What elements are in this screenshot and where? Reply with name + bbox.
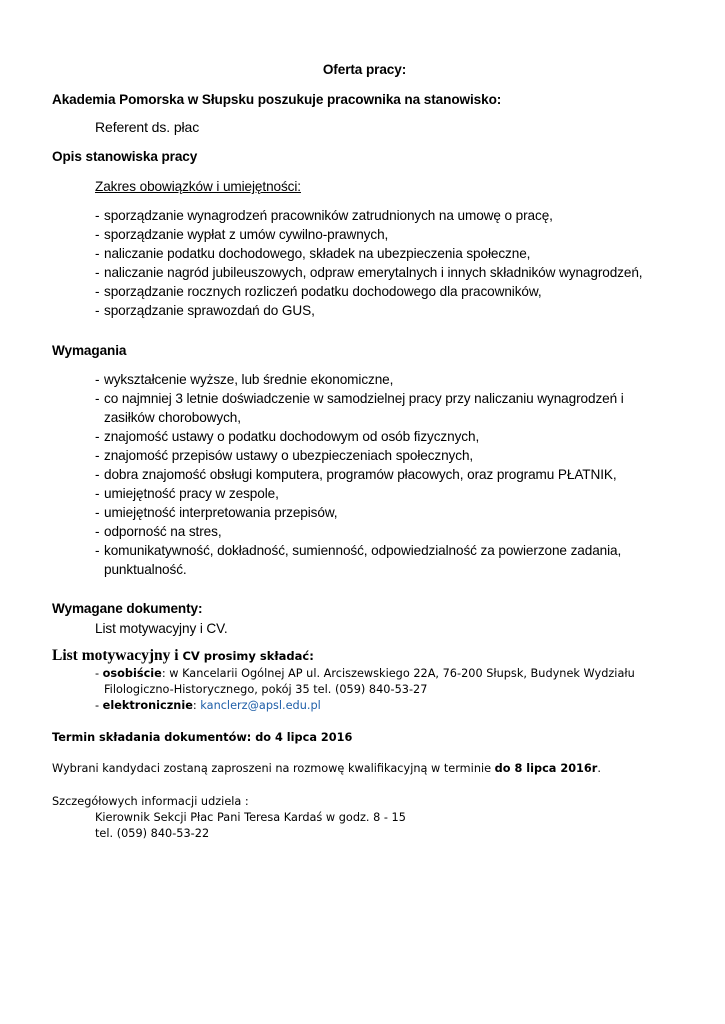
dash-bullet: - bbox=[95, 467, 100, 482]
list-item bbox=[95, 503, 624, 522]
dash-bullet: - bbox=[95, 524, 100, 539]
list-item-text: umiejętność interpretowania przepisów, bbox=[104, 505, 338, 520]
list-item-text: sporządzanie wypłat z umów cywilno-prawnych, bbox=[104, 227, 389, 242]
list-item bbox=[95, 301, 642, 320]
position-name: Referent ds. płac bbox=[95, 119, 200, 135]
submission-heading-part2: CV prosimy składać: bbox=[182, 649, 314, 663]
description-heading: Opis stanowiska pracy bbox=[52, 149, 198, 164]
institution-line: Akademia Pomorska w Słupsku poszukuje pracownika na stanowisko: bbox=[52, 92, 502, 107]
list-item bbox=[95, 282, 642, 301]
list-item bbox=[95, 484, 624, 503]
deadline-text: Termin składania dokumentów: do 4 lipca 2016 bbox=[52, 731, 353, 744]
dash-bullet: - bbox=[95, 448, 100, 463]
list-item bbox=[95, 263, 642, 282]
documents-list: List motywacyjny i CV. bbox=[95, 621, 228, 636]
dash-bullet: - bbox=[95, 284, 100, 299]
dash-bullet: - bbox=[95, 699, 103, 712]
personal-text: : w Kancelarii Ogólnej AP ul. Arciszewskiego 22A, 76-200 Słupsk, Budynek Wydziału bbox=[161, 667, 635, 680]
dash-bullet: - bbox=[95, 543, 100, 558]
dash-bullet: - bbox=[95, 667, 103, 680]
list-item bbox=[95, 370, 624, 389]
dash-bullet: - bbox=[95, 265, 100, 280]
interview-sentence: Wybrani kandydaci zostaną zaproszeni na rozmowę kwalifikacyjną w terminie bbox=[52, 762, 495, 775]
list-item-text: sporządzanie sprawozdań do GUS, bbox=[104, 303, 315, 318]
list-item-text: naliczanie podatku dochodowego, składek na ubezpieczenia społeczne, bbox=[104, 246, 531, 261]
list-item-text: dobra znajomość obsługi komputera, programów płacowych, oraz programu PŁATNIK, bbox=[104, 467, 617, 482]
submission-heading-part1: List motywacyjny i bbox=[52, 647, 183, 664]
list-item-text: wykształcenie wyższe, lub średnie ekonomiczne, bbox=[104, 372, 394, 387]
interview-end: . bbox=[597, 762, 601, 775]
dash-bullet: - bbox=[95, 372, 100, 387]
dash-bullet: - bbox=[95, 303, 100, 318]
electronic-label: elektronicznie bbox=[102, 699, 193, 712]
list-item-text: sporządzanie wynagrodzeń pracowników zatrudnionych na umowę o pracę, bbox=[104, 208, 553, 223]
list-item-text: komunikatywność, dokładność, sumienność, odpowiedzialność za powierzone zadania, bbox=[104, 543, 622, 558]
list-item-text: umiejętność pracy w zespole, bbox=[104, 486, 279, 501]
personal-continuation: Filologiczno-Historycznego, pokój 35 tel. (059) 840-53-27 bbox=[104, 683, 428, 696]
contact-person: Kierownik Sekcji Płac Pani Teresa Kardaś w godz. 8 - 15 bbox=[95, 811, 406, 824]
requirements-heading: Wymagania bbox=[52, 343, 127, 358]
list-item bbox=[95, 389, 624, 427]
submission-electronic bbox=[95, 697, 321, 714]
interview-text bbox=[52, 760, 601, 777]
list-item-text: znajomość ustawy o podatku dochodowym od osób fizycznych, bbox=[104, 429, 480, 444]
list-item-text: naliczanie nagród jubileuszowych, odpraw emerytalnych i innych składników wynagrodzeń, bbox=[104, 265, 643, 280]
list-item-text: sporządzanie rocznych rozliczeń podatku dochodowego dla pracowników, bbox=[104, 284, 542, 299]
list-item bbox=[95, 225, 642, 244]
list-item bbox=[95, 427, 624, 446]
dash-bullet: - bbox=[95, 208, 100, 223]
list-item-text: odporność na stres, bbox=[104, 524, 222, 539]
page-title: Oferta pracy: bbox=[322, 62, 407, 77]
list-item bbox=[95, 541, 624, 579]
requirements-list bbox=[95, 370, 624, 579]
list-item bbox=[95, 465, 624, 484]
dash-bullet: - bbox=[95, 246, 100, 261]
dash-bullet: - bbox=[95, 486, 100, 501]
list-item-text: znajomość przepisów ustawy o ubezpieczeniach społecznych, bbox=[104, 448, 474, 463]
dash-bullet: - bbox=[95, 391, 100, 406]
personal-label: osobiście bbox=[102, 667, 162, 680]
list-item bbox=[95, 244, 642, 263]
documents-heading: Wymagane dokumenty: bbox=[52, 601, 203, 616]
list-item-text: co najmniej 3 letnie doświadczenie w samodzielnej pracy przy naliczaniu wynagrodzeń i bbox=[104, 391, 624, 406]
contact-intro: Szczegółowych informacji udziela : bbox=[52, 795, 249, 808]
list-item-continuation: punktualność. bbox=[104, 562, 187, 577]
duties-list bbox=[95, 206, 642, 320]
email-link[interactable]: kanclerz@apsl.edu.pl bbox=[200, 699, 321, 712]
dash-bullet: - bbox=[95, 227, 100, 242]
scope-label: Zakres obowiązków i umiejętności: bbox=[95, 179, 301, 194]
electronic-separator: : bbox=[192, 699, 201, 712]
submission-heading bbox=[52, 646, 314, 666]
dash-bullet: - bbox=[95, 429, 100, 444]
interview-date: do 8 lipca 2016r bbox=[494, 762, 598, 775]
list-item-continuation: zasiłków chorobowych, bbox=[104, 410, 241, 425]
list-item bbox=[95, 206, 642, 225]
contact-phone: tel. (059) 840-53-22 bbox=[95, 827, 210, 840]
submission-personal bbox=[95, 665, 635, 682]
list-item bbox=[95, 522, 624, 541]
list-item bbox=[95, 446, 624, 465]
dash-bullet: - bbox=[95, 505, 100, 520]
